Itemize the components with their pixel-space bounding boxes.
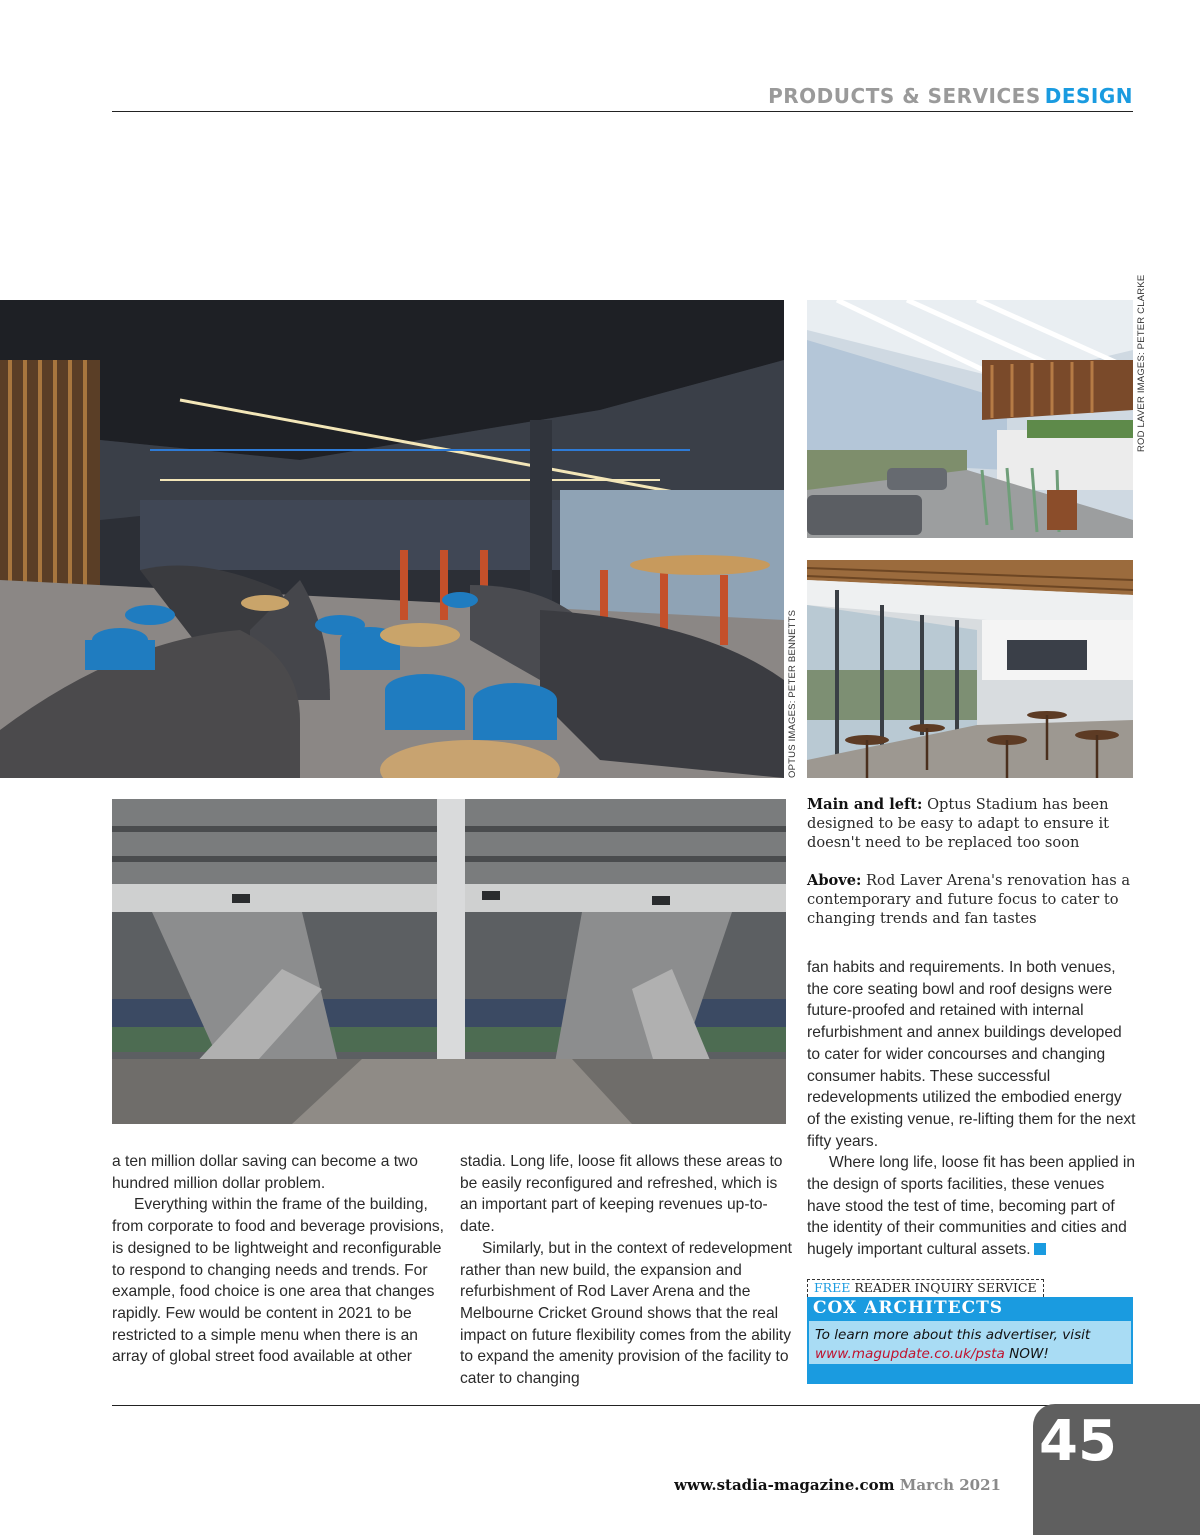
- caption-above: [807, 871, 1137, 928]
- body-column-1: [112, 1151, 448, 1368]
- end-mark-icon: [1034, 1243, 1046, 1255]
- section-subcategory: DESIGN: [1044, 84, 1133, 108]
- caption-above-text: Rod Laver Arena's renovation has a contemporary and future focus to cater to changing trends and fan tastes: [807, 872, 1131, 927]
- section-category: PRODUCTS & SERVICES: [768, 84, 1041, 108]
- body-paragraph: Similarly, but in the context of redevelopment rather than new build, the expansion and refurbishment of Rod Laver Arena and the Melbourne Cricket Ground shows that the real impact on future flexibility comes from the ability to expand the amenity provision of the facility to cater to changing: [460, 1239, 793, 1388]
- footer-rule: [112, 1405, 1133, 1406]
- inquiry-message: [815, 1326, 1131, 1364]
- inquiry-free-label: FREE: [814, 1280, 851, 1295]
- body-paragraph-final: [807, 1152, 1137, 1261]
- photo-credit-rod-laver: ROD LAVER IMAGES: PETER CLARKE: [1136, 274, 1147, 452]
- page-header: [112, 84, 1133, 112]
- photo-credit-optus: OPTUS IMAGES: PETER BENNETTS: [787, 609, 798, 778]
- page-number: 45: [1039, 1409, 1117, 1474]
- body-column-3: [807, 957, 1137, 1261]
- section-title: [768, 84, 1133, 108]
- inquiry-message-box: [807, 1319, 1133, 1384]
- rod-laver-terrace-photo: [807, 300, 1133, 538]
- body-paragraph: Everything within the frame of the building, from corporate to food and beverage provisions, is designed to be lightweight and reconfigurable to respond to changing needs and trends. For example, food choice is one area that changes rapidly. Few would be content in 2021 to be restricted to a simple menu when there is an array of global street food available at other: [112, 1196, 444, 1366]
- body-paragraph: fan habits and requirements. In both venues, the core seating bowl and roof designs were future-proofed and retained with internal refurbishment and annex buildings developed to cater for wider concourses and changing consumer habits. These successful redevelopments utilized the embodied energy of the existing venue, re-lifting them for the next fifty years.: [807, 959, 1136, 1150]
- caption-above-lead: Above:: [807, 872, 862, 889]
- rod-laver-bar-photo: [807, 560, 1133, 778]
- body-column-2: [460, 1151, 796, 1390]
- footer-site: www.stadia-magazine.com: [674, 1476, 895, 1494]
- caption-main-text: Optus Stadium has been designed to be easy to adapt to ensure it doesn't need to be replaced too soon: [807, 796, 1109, 851]
- caption-main: [807, 795, 1137, 852]
- inquiry-bottom-bar: [809, 1364, 1131, 1382]
- page-number-box: [1033, 1404, 1200, 1535]
- inquiry-cta: NOW!: [1004, 1346, 1049, 1362]
- inquiry-message-text: To learn more about this advertiser, visit: [815, 1327, 1091, 1343]
- inquiry-service-label: READER INQUIRY SERVICE: [850, 1280, 1037, 1295]
- footer-text: [674, 1476, 1001, 1494]
- body-paragraph: stadia. Long life, loose fit allows these areas to be easily reconfigured and refreshed, which is an important part of keeping revenues up-to-date.: [460, 1153, 783, 1236]
- optus-lounge-photo: [0, 300, 784, 778]
- body-paragraph: a ten million dollar saving can become a two hundred million dollar problem.: [112, 1153, 418, 1192]
- reader-inquiry-box: [807, 1279, 1133, 1384]
- inquiry-company: COX ARCHITECTS: [807, 1297, 1133, 1319]
- optus-concourse-photo: [112, 799, 786, 1124]
- footer-date: March 2021: [899, 1476, 1001, 1494]
- inquiry-link[interactable]: www.magupdate.co.uk/psta: [815, 1346, 1005, 1362]
- body-paragraph-text: Where long life, loose fit has been applied in the design of sports facilities, these venues have stood the test of time, becoming part of the identity of their communities and cities and hugely important cultural assets.: [807, 1154, 1136, 1259]
- caption-main-lead: Main and left:: [807, 796, 923, 813]
- inquiry-tab: [807, 1279, 1044, 1297]
